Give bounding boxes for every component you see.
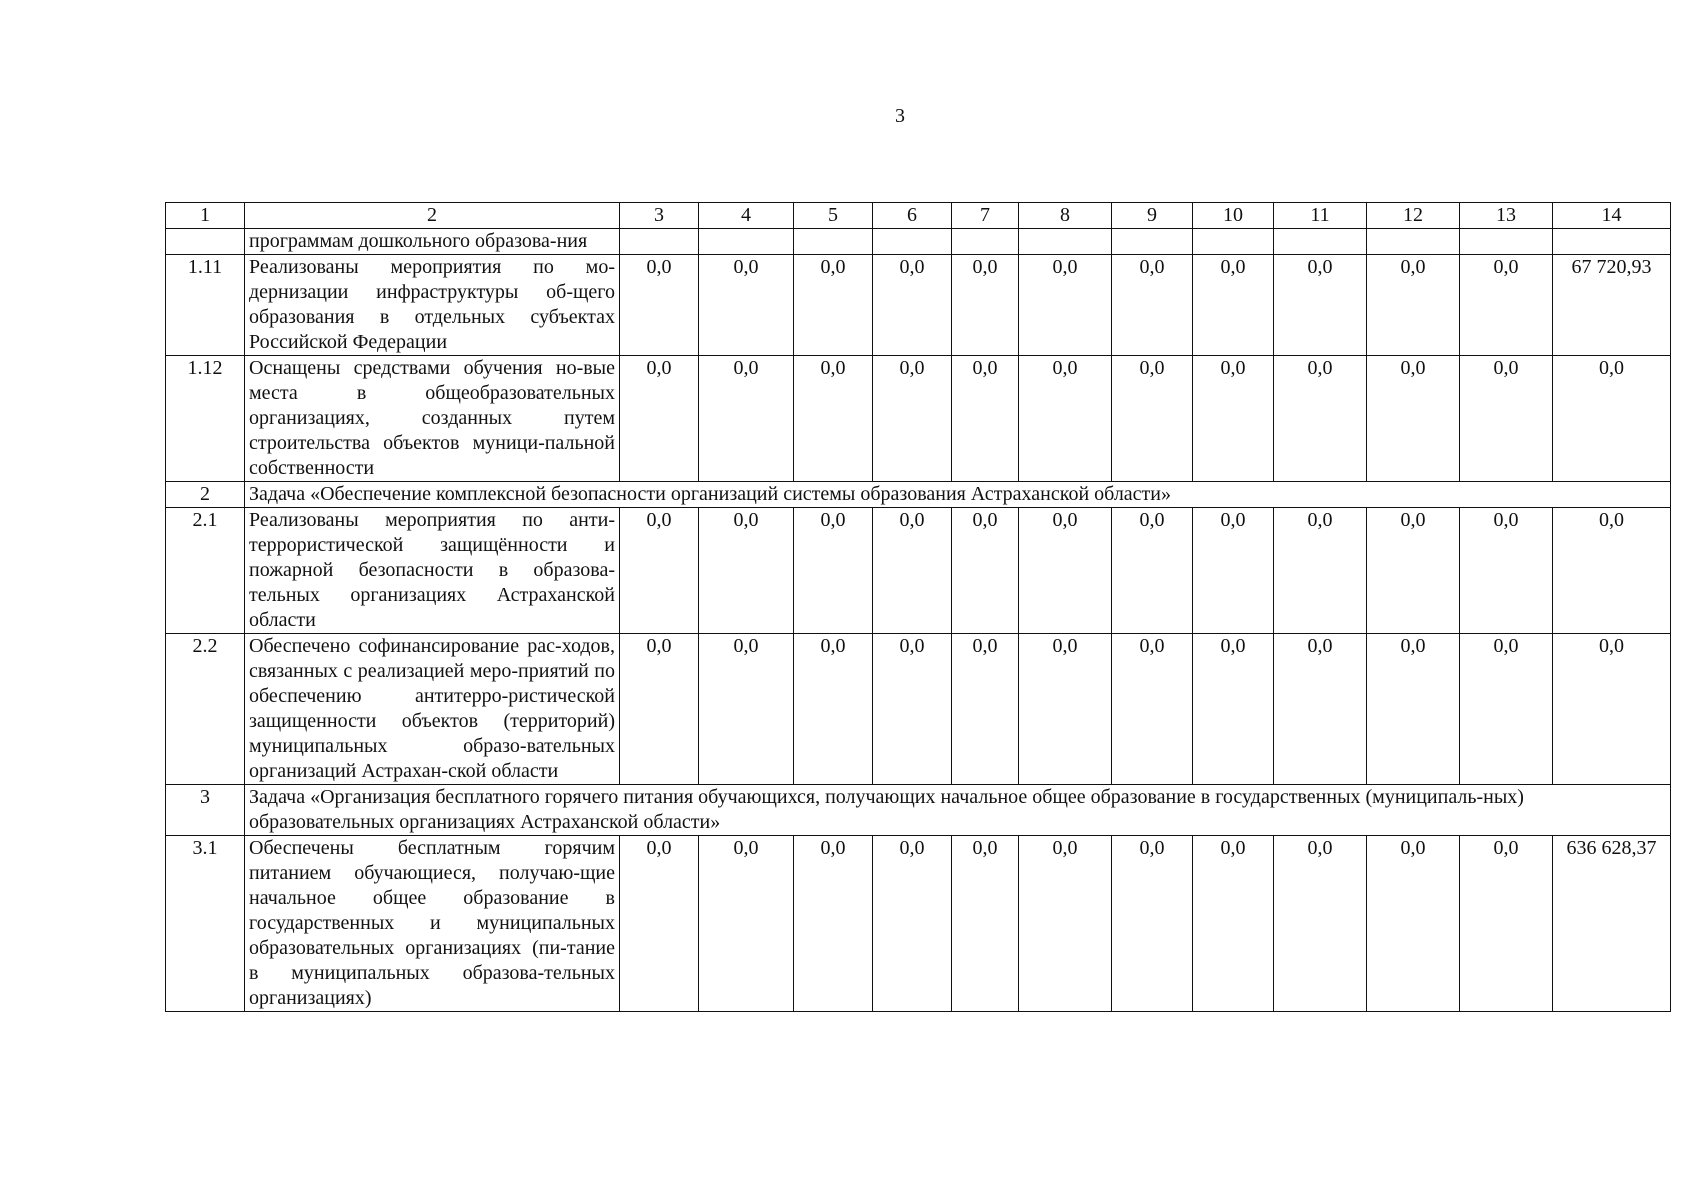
column-header: 8: [1019, 203, 1112, 229]
value-cell: 0,0: [794, 634, 873, 785]
value-cell: 0,0: [620, 836, 699, 1012]
column-header: 5: [794, 203, 873, 229]
table-row: [166, 356, 1671, 482]
table-row: [166, 229, 1671, 255]
value-cell: 0,0: [1193, 255, 1274, 356]
page-number: 3: [895, 105, 905, 127]
column-header: 3: [620, 203, 699, 229]
value-cell: 0,0: [699, 634, 794, 785]
value-cell: 0,0: [794, 836, 873, 1012]
value-cell: 0,0: [1460, 255, 1553, 356]
value-cell: 0,0: [620, 255, 699, 356]
row-number: 2: [166, 482, 245, 508]
value-cell: [1019, 229, 1112, 255]
value-cell: 0,0: [952, 634, 1019, 785]
row-description: программам дошкольного образова-ния: [245, 229, 620, 255]
column-header: 11: [1274, 203, 1367, 229]
value-cell: 0,0: [699, 255, 794, 356]
value-cell: [952, 229, 1019, 255]
value-cell: [1367, 229, 1460, 255]
value-cell: 0,0: [794, 356, 873, 482]
row-number: 3.1: [166, 836, 245, 1012]
value-cell: 0,0: [1019, 255, 1112, 356]
value-cell: [873, 229, 952, 255]
value-cell: 0,0: [1274, 836, 1367, 1012]
row-number: 2.1: [166, 508, 245, 634]
value-cell: 0,0: [1460, 508, 1553, 634]
value-cell: [1193, 229, 1274, 255]
value-cell: 0,0: [952, 508, 1019, 634]
column-header: 9: [1112, 203, 1193, 229]
column-header: 14: [1553, 203, 1671, 229]
row-description: Реализованы мероприятия по анти-террористической защищённости и пожарной безопасности в образова-тельных организациях Астраханской области: [245, 508, 620, 634]
value-cell: 0,0: [1367, 836, 1460, 1012]
value-cell: 0,0: [1112, 255, 1193, 356]
value-cell: 0,0: [794, 255, 873, 356]
value-cell: 636 628,37: [1553, 836, 1671, 1012]
row-description: Обеспечено софинансирование рас-ходов, связанных с реализацией меро-приятий по обеспечению антитерро-ристической защищенности объектов (территорий) муниципальных образо-вательных организаций Астрахан-ской области: [245, 634, 620, 785]
data-table: [165, 202, 1671, 1012]
value-cell: [1553, 229, 1671, 255]
value-cell: 0,0: [1019, 836, 1112, 1012]
task-title: Задача «Обеспечение комплексной безопасности организаций системы образования Астраханской области»: [245, 482, 1671, 508]
value-cell: 0,0: [794, 508, 873, 634]
row-number: 2.2: [166, 634, 245, 785]
value-cell: 0,0: [1112, 356, 1193, 482]
value-cell: 0,0: [1274, 634, 1367, 785]
value-cell: 0,0: [620, 356, 699, 482]
value-cell: 0,0: [1193, 356, 1274, 482]
column-header: 12: [1367, 203, 1460, 229]
row-description: Обеспечены бесплатным горячим питанием обучающиеся, получаю-щие начальное общее образование в государственных и муниципальных образовательных организациях (пи-тание в муниципальных образова-тельных организациях): [245, 836, 620, 1012]
value-cell: 0,0: [1367, 356, 1460, 482]
column-header: 1: [166, 203, 245, 229]
column-header: 4: [699, 203, 794, 229]
row-number: 3: [166, 785, 245, 836]
value-cell: [1460, 229, 1553, 255]
column-header: 7: [952, 203, 1019, 229]
value-cell: 0,0: [873, 356, 952, 482]
table-row: [166, 634, 1671, 785]
value-cell: 0,0: [1112, 836, 1193, 1012]
row-number: 1.12: [166, 356, 245, 482]
column-header: 13: [1460, 203, 1553, 229]
value-cell: 0,0: [1112, 508, 1193, 634]
value-cell: 0,0: [1553, 508, 1671, 634]
task-row: [166, 785, 1671, 836]
value-cell: 0,0: [699, 508, 794, 634]
value-cell: 0,0: [873, 836, 952, 1012]
table-row: [166, 836, 1671, 1012]
value-cell: [1112, 229, 1193, 255]
value-cell: 0,0: [1460, 836, 1553, 1012]
value-cell: [794, 229, 873, 255]
value-cell: 0,0: [873, 634, 952, 785]
column-header: 2: [245, 203, 620, 229]
table-header-row: [166, 203, 1671, 229]
value-cell: 0,0: [620, 634, 699, 785]
row-description: Реализованы мероприятия по мо-дернизации инфраструктуры об-щего образования в отдельных субъектах Российской Федерации: [245, 255, 620, 356]
value-cell: 0,0: [1367, 255, 1460, 356]
value-cell: 0,0: [1367, 634, 1460, 785]
value-cell: 0,0: [1193, 634, 1274, 785]
value-cell: 0,0: [1019, 508, 1112, 634]
value-cell: 0,0: [1019, 634, 1112, 785]
value-cell: 0,0: [1553, 634, 1671, 785]
row-number: [166, 229, 245, 255]
value-cell: 0,0: [873, 508, 952, 634]
value-cell: 0,0: [699, 836, 794, 1012]
task-title: Задача «Организация бесплатного горячего питания обучающихся, получающих начальное общее образование в государственных (муниципаль-ных) образовательных организациях Астраханской области»: [245, 785, 1671, 836]
value-cell: 0,0: [1193, 508, 1274, 634]
value-cell: 67 720,93: [1553, 255, 1671, 356]
table-row: [166, 508, 1671, 634]
value-cell: 0,0: [1112, 634, 1193, 785]
row-number: 1.11: [166, 255, 245, 356]
value-cell: [699, 229, 794, 255]
value-cell: 0,0: [952, 255, 1019, 356]
value-cell: 0,0: [873, 255, 952, 356]
value-cell: 0,0: [1274, 356, 1367, 482]
value-cell: 0,0: [1193, 836, 1274, 1012]
column-header: 6: [873, 203, 952, 229]
value-cell: [620, 229, 699, 255]
value-cell: 0,0: [1274, 255, 1367, 356]
value-cell: 0,0: [1460, 356, 1553, 482]
value-cell: 0,0: [699, 356, 794, 482]
value-cell: 0,0: [1460, 634, 1553, 785]
value-cell: 0,0: [1553, 356, 1671, 482]
value-cell: 0,0: [1367, 508, 1460, 634]
value-cell: [1274, 229, 1367, 255]
column-header: 10: [1193, 203, 1274, 229]
task-row: [166, 482, 1671, 508]
value-cell: 0,0: [1274, 508, 1367, 634]
value-cell: 0,0: [952, 356, 1019, 482]
value-cell: 0,0: [620, 508, 699, 634]
value-cell: 0,0: [1019, 356, 1112, 482]
value-cell: 0,0: [952, 836, 1019, 1012]
row-description: Оснащены средствами обучения но-вые места в общеобразовательных организациях, созданных путем строительства объектов муници-пальной собственности: [245, 356, 620, 482]
table-row: [166, 255, 1671, 356]
